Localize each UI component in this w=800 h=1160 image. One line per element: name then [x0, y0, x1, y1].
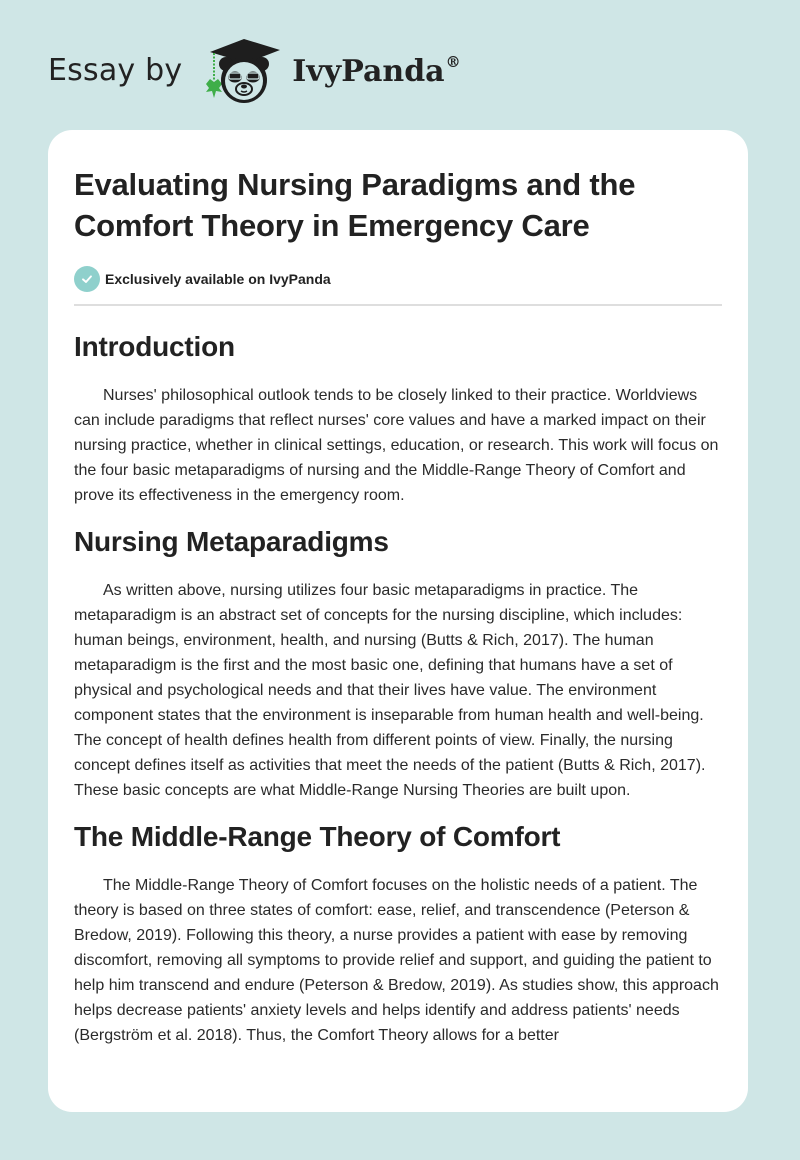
check-circle-icon: [74, 266, 100, 292]
registered-mark: ®: [445, 53, 461, 71]
section-theory-of-comfort: [74, 820, 722, 1048]
site-header: [48, 36, 461, 108]
ivypanda-logo-link[interactable]: [200, 36, 460, 108]
section-introduction: [74, 330, 722, 508]
brand-name: [292, 53, 460, 89]
panda-graduate-icon: [200, 36, 286, 108]
brand-name-text: IvyPanda: [292, 54, 445, 89]
essay-title: Evaluating Nursing Paradigms and the Comfort Theory in Emergency Care: [74, 167, 636, 243]
essay-by-label: Essay by: [48, 52, 183, 88]
exclusive-badge: [74, 266, 722, 292]
section-heading: Nursing Metaparadigms: [74, 526, 389, 557]
essay-card: [48, 130, 748, 1112]
title-divider: [74, 304, 722, 306]
section-nursing-metaparadigms: [74, 525, 722, 803]
section-paragraph: Nurses' philosophical outlook tends to be closely linked to their practice. Worldviews can include paradigms that reflect nurses' core values and have a marked impact on their nursing practice, whether in clinical settings, education, or research. This work will focus on the four basic metaparadigms of nursing and the Middle-Range Theory of Comfort and prove its effectiveness in the emergency room.: [74, 387, 719, 504]
exclusive-badge-text: Exclusively available on IvyPanda: [105, 271, 331, 287]
section-paragraph: As written above, nursing utilizes four basic metaparadigms in practice. The metaparadigm is an abstract set of concepts for the nursing discipline, which includes: human beings, environment, health, and nursing (Butts & Rich, 2017). The human metaparadigm is the first and the most basic one, defining that humans have a set of physical and psychological needs and that their lives have value. The environment component states that the environment is inseparable from human health and well-being. The concept of health defines health from different points of view. Finally, the nursing concept defines itself as activities that meet the needs of the patient (Butts & Rich, 2017). These basic concepts are what Middle-Range Nursing Theories are built upon.: [74, 582, 706, 799]
section-heading: The Middle-Range Theory of Comfort: [74, 821, 561, 852]
section-paragraph: The Middle-Range Theory of Comfort focuses on the holistic needs of a patient. The theory is based on three states of comfort: ease, relief, and transcendence (Peterson & Bredow, 2019). Following this theory, a nurse provides a patient with ease by removing discomfort, removing all symptoms to provide relief and support, and guiding the patient to help him transcend and endure (Peterson & Bredow, 2019). As studies show, this approach helps decrease patients' anxiety levels and helps identify and address patients' needs (Bergström et al. 2018). Thus, the Comfort Theory allows for a better: [74, 877, 719, 1044]
section-heading: Introduction: [74, 331, 235, 362]
